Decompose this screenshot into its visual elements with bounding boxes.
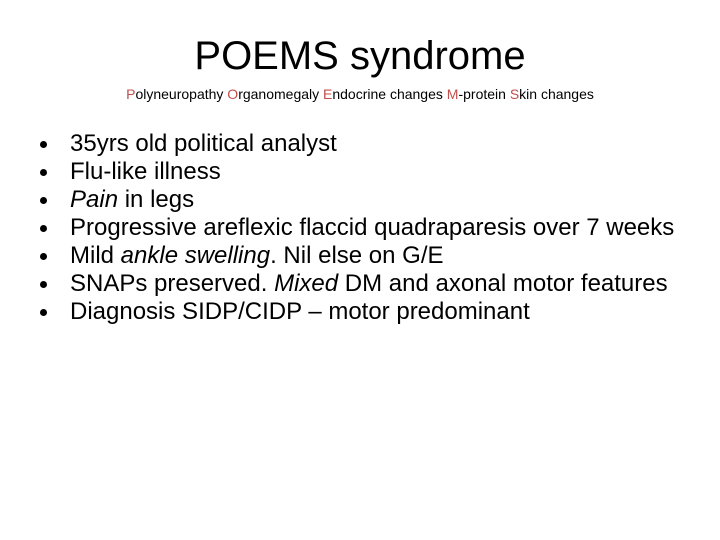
subtitle-initial: S bbox=[509, 86, 520, 102]
subtitle-initial: O bbox=[227, 86, 239, 102]
subtitle-part-organomegaly bbox=[227, 86, 323, 102]
bullet-emphasis: ankle swelling bbox=[120, 242, 271, 269]
bullet-text: 35yrs old political analyst bbox=[70, 130, 337, 157]
bullet-text-tail: . Nil else on G/E bbox=[270, 242, 444, 269]
bullet-dot-icon bbox=[40, 253, 47, 260]
bullet-item bbox=[36, 298, 676, 326]
bullet-text-tail: in legs bbox=[118, 186, 195, 213]
bullet-dot-icon bbox=[40, 281, 47, 288]
bullet-text: SNAPs preserved. bbox=[70, 270, 275, 297]
subtitle-rest: olyneuropathy bbox=[135, 86, 228, 102]
subtitle-part-skin bbox=[510, 86, 594, 102]
bullet-text: Flu-like illness bbox=[70, 158, 221, 185]
bullet-text: Progressive areflexic flaccid quadraparesis over 7 weeks bbox=[70, 214, 675, 241]
subtitle-part-m-protein bbox=[447, 86, 510, 102]
bullet-item bbox=[36, 186, 676, 214]
bullet-dot-icon bbox=[40, 197, 47, 204]
subtitle-rest: rganomegaly bbox=[238, 86, 324, 102]
subtitle-rest: ndocrine changes bbox=[332, 86, 447, 102]
bullet-dot-icon bbox=[40, 225, 47, 232]
slide-subtitle bbox=[0, 85, 720, 103]
bullet-list bbox=[36, 130, 676, 326]
subtitle-initial: E bbox=[323, 86, 333, 102]
subtitle-initial: P bbox=[126, 86, 136, 102]
bullet-item bbox=[36, 130, 676, 158]
bullet-dot-icon bbox=[40, 141, 47, 148]
bullet-item bbox=[36, 214, 676, 242]
subtitle-rest: -protein bbox=[458, 86, 510, 102]
bullet-emphasis: Mixed bbox=[274, 270, 339, 297]
bullet-item bbox=[36, 242, 676, 270]
bullet-item bbox=[36, 270, 676, 298]
subtitle-part-polyneuropathy bbox=[126, 86, 227, 102]
bullet-text: Diagnosis SIDP/CIDP – motor predominant bbox=[70, 298, 530, 325]
subtitle-rest: kin changes bbox=[519, 86, 594, 102]
bullet-emphasis: Pain bbox=[70, 186, 119, 213]
bullet-dot-icon bbox=[40, 169, 47, 176]
subtitle-part-endocrine bbox=[323, 86, 447, 102]
bullet-item bbox=[36, 158, 676, 186]
slide-title: POEMS syndrome bbox=[194, 34, 526, 78]
subtitle-initial: M bbox=[446, 86, 459, 102]
bullet-text: Mild bbox=[70, 242, 121, 269]
bullet-dot-icon bbox=[40, 309, 47, 316]
bullet-text-tail: DM and axonal motor features bbox=[338, 270, 668, 297]
